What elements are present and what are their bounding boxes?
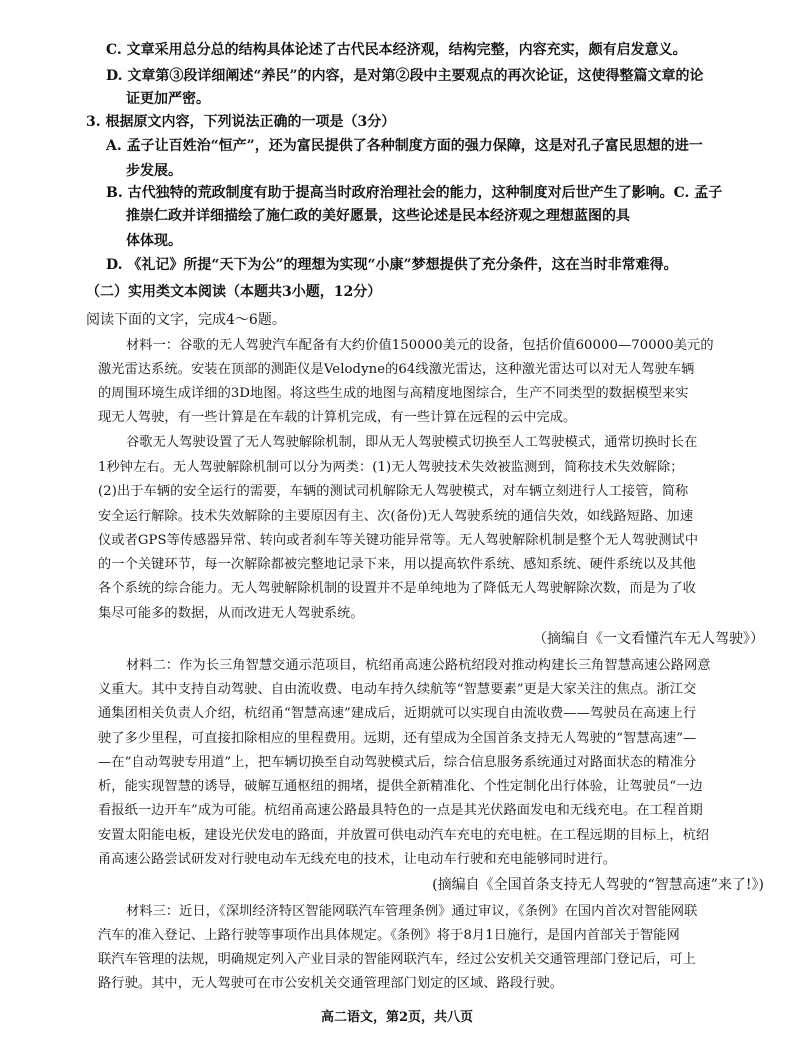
q2-option-d-line1: D. 文章第③段详细阐述“养民”的内容，是对第②段中主要观点的再次论证，这使得整篇文章的论 [106, 68, 704, 84]
material2-line: 通集团相关负责人介绍，杭绍甬“智慧高速”建成后，近期就可以实现自由流收费——驾驶员在高速上行 [98, 706, 697, 721]
reading-instruction: 阅读下面的文字，完成4～6题。 [86, 312, 286, 328]
material1-line: 现无人驾驶，有一些计算是在车载的计算机完成，有一些计算在远程的云中完成。 [98, 410, 577, 425]
q3-option-b-line1: B. 古代独特的荒政制度有助于提高当时政府治理社会的能力，这种制度对后世产生了影响。C. 孟子 [106, 185, 723, 201]
material1-line: 仪或者GPS等传感器异常、转向或者刹车等关键功能异常等。无人驾驶解除机制是整个无人驾驶测试中 [98, 533, 699, 548]
material2-line: —在“自动驾驶专用道”上，把车辆切换至自动驾驶模式后，综合信息服务系统通过对路面状态的精准分 [98, 755, 697, 770]
material3-line: 材料三：近日，《深圳经济特区智能网联汽车管理条例》通过审议，《条例》在国内首次对智能网联 [126, 904, 698, 919]
material3-line: 联汽车管理的法规，明确规定列入产业目录的智能网联汽车，经过公安机关交通管理部门登记后，可上 [98, 952, 696, 967]
q3-option-a-line1: A. 孟子让百姓治“恒产”，还为富民提供了各种制度方面的强力保障，这是对孔子富民思想的进一 [106, 138, 703, 154]
page-footer: 高二语文，第2页，共八页 [320, 1010, 474, 1025]
q3-option-b-line3: 体体现。 [126, 233, 182, 249]
material2-line: 义重大。其中支持自动驾驶、自由流收费、电动车持久续航等“智慧要素”更是大家关注的焦点。浙江交 [98, 682, 697, 697]
material1-line: 的一个关键环节，每一次解除都被完整地记录下来，用以提高软件系统、感知系统、硬件系统以及其他 [98, 557, 696, 572]
material1-line: 1秒钟左右。无人驾驶解除机制可以分为两类：(1)无人驾驶技术失效被监测到，简称技术失效解除； [98, 460, 684, 475]
material1-line: (2)出于车辆的安全运行的需要，车辆的测试司机解除无人驾驶模式，对车辆立刻进行人工接管，简称 [98, 484, 689, 499]
q2-option-c: C. 文章采用总分总的结构具体论述了古代民本经济观，结构完整，内容充实，颇有启发意义。 [106, 42, 687, 58]
material1-line: 安全运行解除。技术失效解除的主要原因有主、次(备份)无人驾驶系统的通信失效，如线路短路、加速 [98, 509, 694, 524]
material2-line: 析，能实现智慧的诱导，破解互通枢纽的拥堵，提供全新精准化、个性定制化出行体验，让驾驶员“一边 [98, 779, 703, 794]
material1-line: 谷歌无人驾驶设置了无人驾驶解除机制，即从无人驾驶模式切换至人工驾驶模式，通常切换时长在 [126, 435, 698, 450]
material1-line: 的周围环境生成详细的3D地图。将这些生成的地图与高精度地图综合，生产不同类型的数据模型来实 [98, 386, 689, 401]
material2-line: 甬高速公路尝试研发对行驶电动车无线充电的技术，让电动车行驶和充电能够同时进行。 [98, 852, 617, 867]
section-heading: （二）实用类文本阅读（本题共3小题，12分） [86, 284, 382, 300]
material2-line: 看报纸一边开车”成为可能。杭绍甬高速公路最具特色的一点是其光伏路面发电和无线充电。在工程首期 [98, 803, 703, 818]
material1-line: 激光雷达系统。安装在顶部的测距仪是Velodyne的64线激光雷达，这种激光雷达可以对无人驾驶车辆 [98, 362, 695, 377]
material1-line: 材料一：谷歌的无人驾驶汽车配备有大约价值150000美元的设备，包括价值60000—70000美元的 [126, 338, 714, 353]
material2-source: (摘编自《全国首条支持无人驾驶的“智慧高速”来了!》) [432, 877, 764, 893]
q3-option-d: D. 《礼记》所提“天下为公”的理想为实现“小康”梦想提供了充分条件，这在当时非常难得。 [106, 257, 678, 273]
material3-line: 路行驶。其中，无人驾驶可在市公安机关交通管理部门划定的区域、路段行驶。 [98, 976, 564, 991]
material1-source: （摘编自《一文看懂汽车无人驾驶》） [533, 631, 764, 647]
q3-option-a-line2: 步发展。 [126, 163, 182, 179]
material2-line: 安置太阳能电板，建设光伏发电的路面，并放置可供电动汽车充电的充电桩。在工程远期的目标上，杭绍 [98, 828, 710, 843]
material3-line: 汽车的准入登记、上路行驶等事项作出具体规定。《条例》将于8月1日施行，是国内首部关于智能网 [98, 928, 680, 943]
q3-stem: 3. 根据原文内容，下列说法正确的一项是（3分） [86, 114, 396, 130]
material2-line: 驶了多少里程，可直接扣除相应的里程费用。远期，还有望成为全国首条支持无人驾驶的“智慧高速”— [98, 731, 697, 746]
material1-line: 集尽可能多的数据，从而改进无人驾驶系统。 [98, 606, 364, 621]
q3-option-b-line2: 推崇仁政并详细描绘了施仁政的美好愿景，这些论述是民本经济观之理想蓝图的具 [126, 208, 630, 224]
q2-option-d-line2: 证更加严密。 [126, 91, 210, 107]
material1-line: 各个系统的综合能力。无人驾驶解除机制的设置并不是单纯地为了降低无人驾驶解除次数，而是为了收 [98, 581, 696, 596]
material2-line: 材料二：作为长三角智慧交通示范项目，杭绍甬高速公路杭绍段对推动构建长三角智慧高速公路网意 [126, 658, 711, 673]
